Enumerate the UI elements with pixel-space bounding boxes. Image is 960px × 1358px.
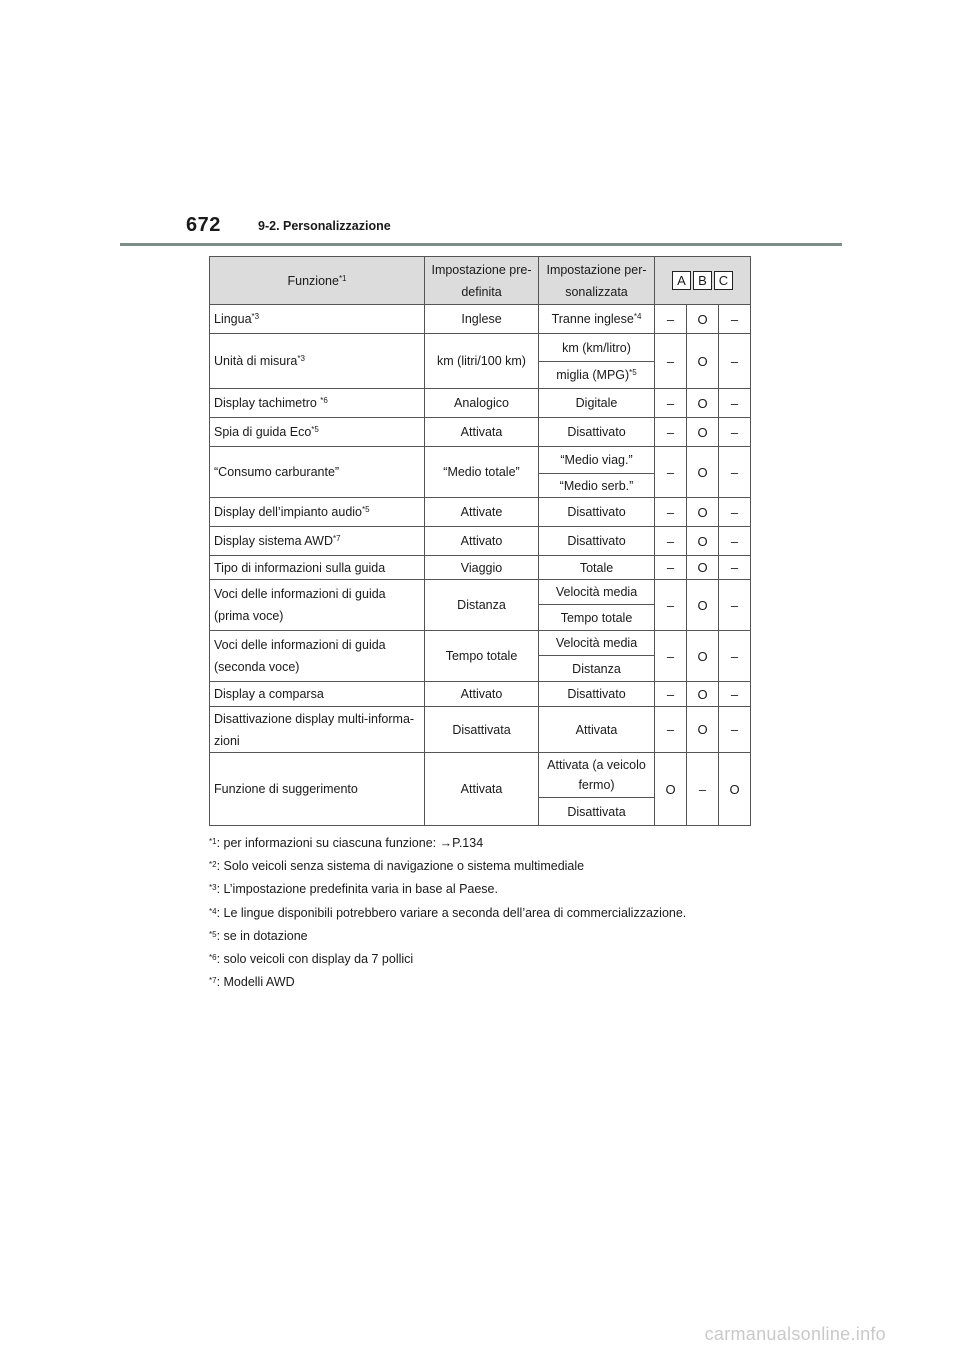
- page-number: 672: [186, 214, 221, 236]
- footnote: $^{*2}$: Solo veicoli senza sistema di navigazione o sistema multimediale: [209, 859, 585, 874]
- col-b-box: B: [693, 271, 712, 290]
- table-row: Tipo di informazioni sulla guida Viaggio Totale – O –: [210, 556, 751, 580]
- col-c-box: C: [714, 271, 733, 290]
- header-function: Funzione$^{*1}$: [210, 257, 425, 305]
- table-row: Distanza: [210, 656, 751, 682]
- footnote: $^{*4}$: Le lingue disponibili potrebbero variare a seconda dell’area di commercializzazione.: [209, 905, 687, 920]
- table-row: Funzione di suggerimento Attivata Attivata (a veicolo fermo) O – O: [210, 753, 751, 798]
- table-row: miglia (MPG)$^{*5}$: [210, 362, 751, 389]
- table-row: Disattivata: [210, 798, 751, 826]
- footnote: $^{*3}$: L’impostazione predefinita varia in base al Paese.: [209, 882, 498, 897]
- footnote: $^{*7}$: Modelli AWD: [209, 975, 295, 990]
- header-default: Impostazione pre- definita: [425, 257, 539, 305]
- table-row: Voci delle informazioni di guida (prima voce) Distanza Velocità media – O –: [210, 580, 751, 605]
- table-row: Disattivazione display multi-informa- zioni Disattivata Attivata – O –: [210, 707, 751, 753]
- table-row: Voci delle informazioni di guida (seconda voce) Tempo totale Velocità media – O –: [210, 631, 751, 656]
- footnote: $^{*6}$: solo veicoli con display da 7 pollici: [209, 951, 414, 966]
- table-row: Display sistema AWD$^{*7}$ Attivato Disattivato – O –: [210, 527, 751, 556]
- footnote: $^{*5}$: se in dotazione: [209, 928, 308, 943]
- header-divider: [120, 243, 842, 246]
- watermark: carmanualsonline.info: [704, 1324, 886, 1344]
- table-row: Unità di misura$^{*3}$ km (litri/100 km) km (km/litro) – O –: [210, 334, 751, 362]
- table-row: Display a comparsa Attivato Disattivato – O –: [210, 682, 751, 707]
- table-row: Spia di guida Eco$^{*5}$ Attivata Disattivato – O –: [210, 418, 751, 447]
- table-row: Lingua$^{*3}$ Inglese Tranne inglese$^{*4}$ – O –: [210, 305, 751, 334]
- header-custom: Impostazione per- sonalizzata: [539, 257, 655, 305]
- table-row: Display dell’impianto audio$^{*5}$ Attivate Disattivato – O –: [210, 498, 751, 527]
- header-abc: [655, 257, 751, 305]
- table-row: Tempo totale: [210, 605, 751, 631]
- table-row: “Medio serb.”: [210, 474, 751, 498]
- footnote: $^{*1}$: per informazioni su ciascuna funzione: →P.134: [209, 836, 484, 850]
- table-row: Display tachimetro $^{*6}$ Analogico Digitale – O –: [210, 389, 751, 418]
- table-header-row: [210, 257, 751, 305]
- customization-table: [209, 256, 751, 826]
- col-a-box: A: [672, 271, 691, 290]
- section-title: 9-2. Personalizzazione: [258, 219, 391, 233]
- table-row: “Consumo carburante” “Medio totale” “Medio viag.” – O –: [210, 447, 751, 474]
- footnotes: [209, 832, 769, 994]
